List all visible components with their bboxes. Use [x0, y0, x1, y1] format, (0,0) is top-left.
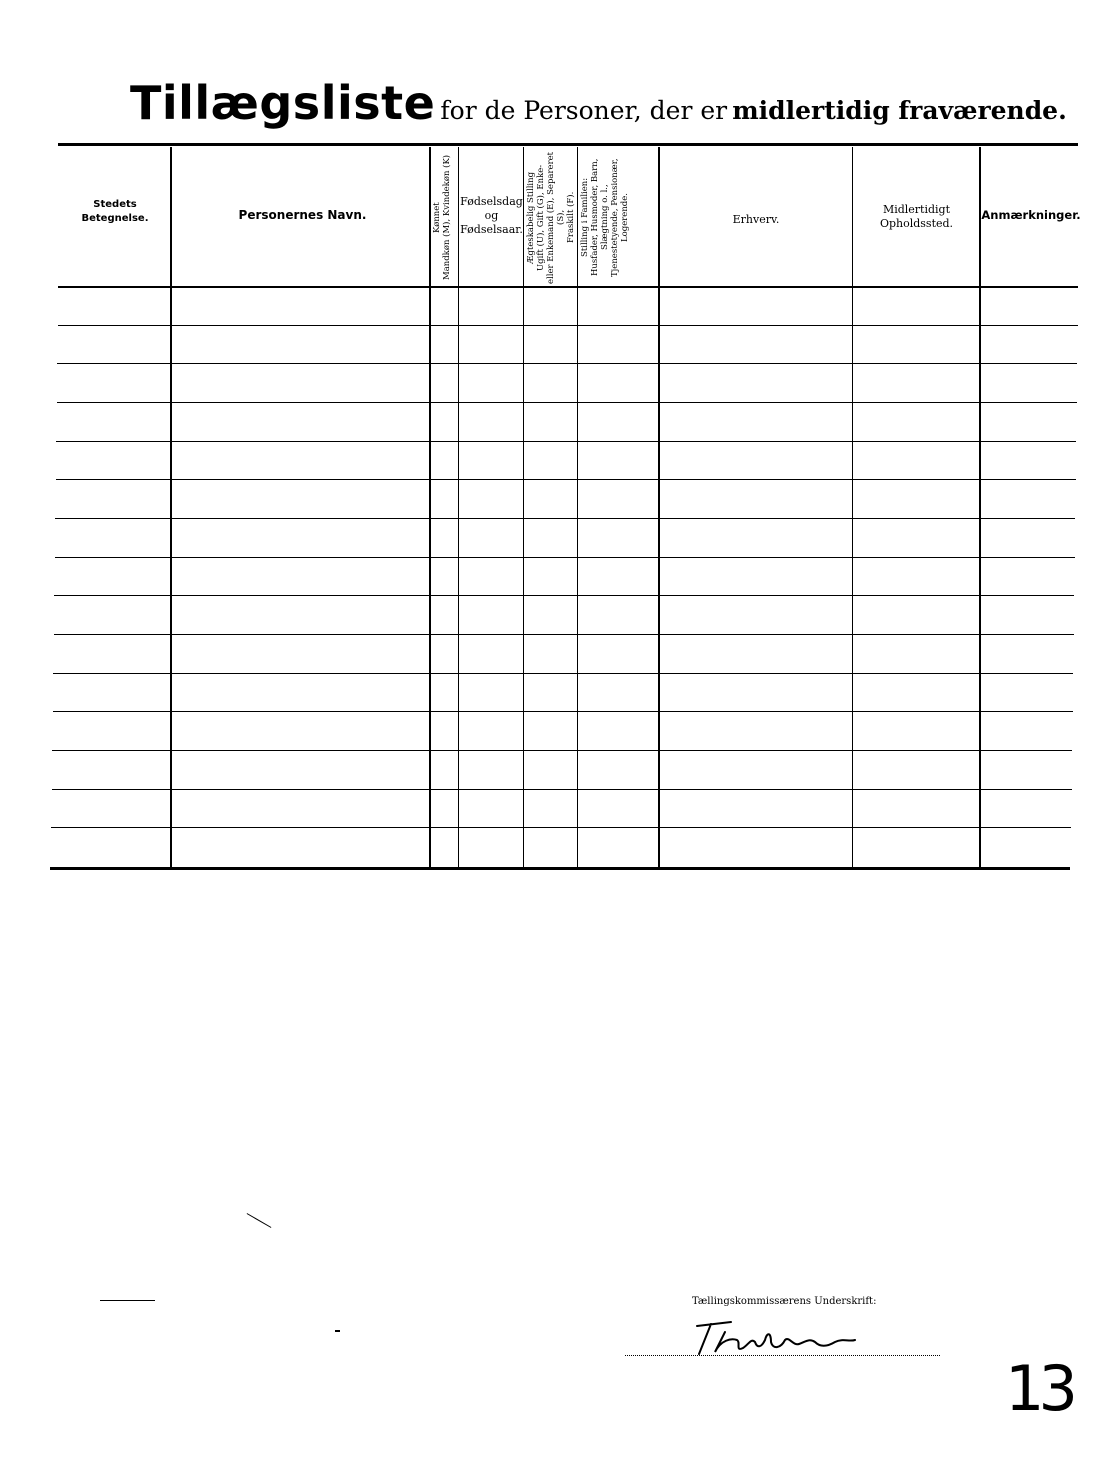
header-fodsels-line3: Fødselsaar.	[460, 223, 523, 236]
column-divider	[523, 147, 524, 867]
header-aegte-line4: Fraskilt (F).	[566, 191, 576, 244]
row-line	[52, 789, 1072, 790]
header-fodsels-line1: Fødselsdag	[460, 195, 523, 208]
column-divider	[458, 147, 459, 867]
header-familie-line3: Slægtning o. l.,	[600, 184, 610, 251]
title-part1: for de Personer, der er	[440, 96, 728, 125]
column-divider	[429, 147, 431, 867]
signature-line	[625, 1355, 940, 1356]
header-bottom-line	[58, 286, 1078, 288]
header-anm: Anmærkninger.	[981, 208, 1081, 222]
ink-speck	[247, 1213, 272, 1228]
header-aegte-line2: Ugift (U), Gift (G), Enke-	[536, 164, 546, 271]
ink-speck	[335, 1330, 340, 1332]
signature-image	[685, 1318, 865, 1358]
header-kjon	[432, 150, 458, 285]
header-stedets-line1: Stedets	[93, 199, 137, 210]
column-divider	[979, 147, 981, 867]
header-familie	[580, 150, 658, 285]
header-ophold-line2: Opholdssted.	[879, 217, 954, 230]
row-line	[52, 750, 1072, 751]
header-familie-line4: Tjenestetyende, Pensionær,	[610, 158, 620, 277]
page-number: 13	[1005, 1352, 1072, 1425]
header-fodsels-line2: og	[484, 209, 499, 222]
column-divider	[577, 147, 578, 867]
header-stedets-line2: Betegnelse.	[81, 213, 149, 224]
row-line	[55, 518, 1075, 519]
signature-label: Tællingskommissærens Underskrift:	[692, 1296, 877, 1307]
row-line	[55, 557, 1075, 558]
header-familie-line5: Logerende.	[620, 193, 630, 242]
column-divider	[852, 147, 853, 867]
table-top-rule	[58, 143, 1078, 146]
header-aegte-line1: Ægteskabelig Stilling	[526, 171, 536, 264]
row-line	[54, 595, 1074, 596]
header-familie-line1: Stilling i Familien:	[580, 177, 590, 258]
column-divider	[658, 147, 660, 867]
header-ophold	[854, 203, 979, 231]
header-erhverv: Erhverv.	[732, 213, 780, 226]
header-kjon-line1: Kønnet	[432, 202, 442, 233]
row-line	[54, 634, 1074, 635]
row-line	[51, 827, 1071, 828]
header-aegte-line3: eller Enkemand (E), Separeret (S),	[546, 151, 566, 284]
header-fodsels	[459, 195, 524, 237]
column-divider	[170, 147, 172, 867]
header-familie-line2: Husfader, Husmoder, Barn,	[590, 158, 600, 277]
header-navn: Personernes Navn.	[238, 208, 367, 222]
header-ophold-line1: Midlertidigt	[882, 203, 951, 216]
title-part2: midlertidig fraværende.	[732, 96, 1067, 125]
row-line	[53, 711, 1073, 712]
header-aegte	[526, 150, 576, 285]
form-title	[130, 76, 1067, 136]
header-stedets	[60, 198, 170, 226]
ink-speck	[100, 1300, 155, 1301]
row-line	[56, 479, 1076, 480]
header-kjon-line2: Mandkøn (M), Kvindekøn (K)	[442, 154, 452, 281]
row-line	[56, 441, 1076, 442]
row-line	[57, 402, 1077, 403]
title-main: Tillægsliste	[130, 76, 436, 130]
row-line	[58, 325, 1078, 326]
table-bottom-rule	[50, 867, 1070, 870]
row-line	[57, 363, 1077, 364]
row-line	[53, 673, 1073, 674]
